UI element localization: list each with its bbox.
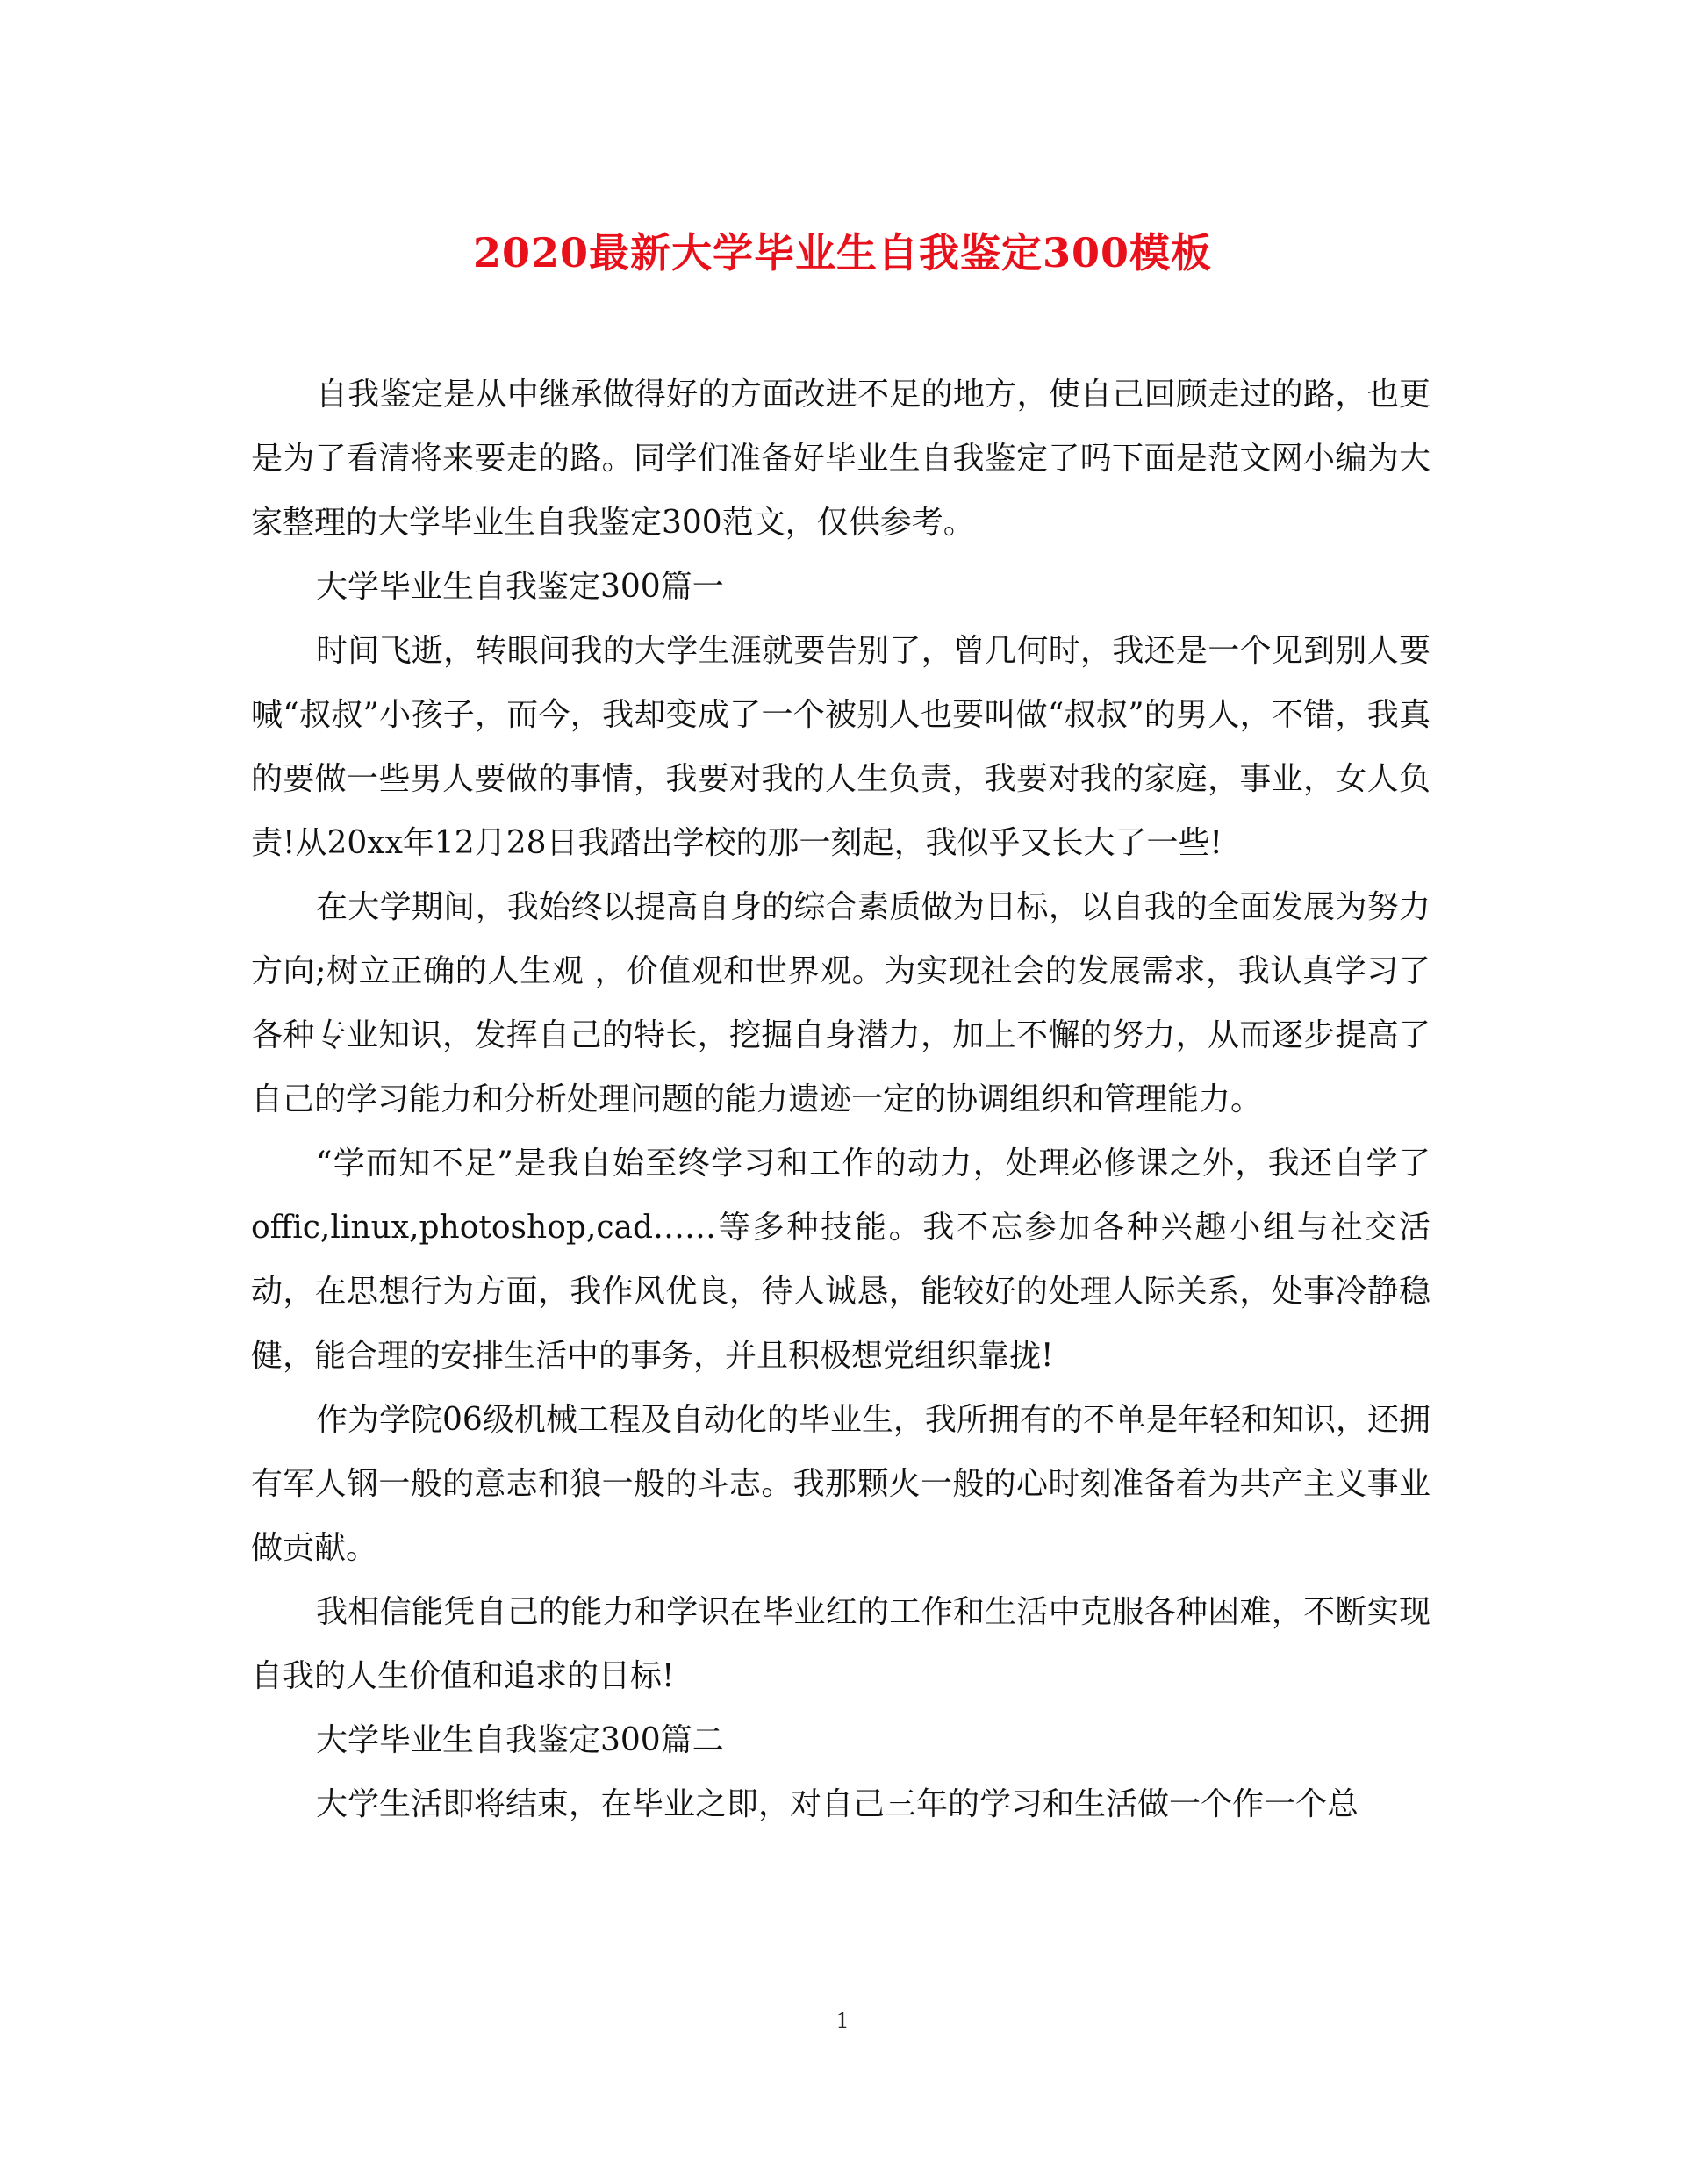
paragraph-graduate-spirit: 作为学院06级机械工程及自动化的毕业生，我所拥有的不单是年轻和知识，还拥有军人钢一般的意志和狼一般的斗志。我那颗火一般的心时刻准备着为共产主义事业做贡献。 [251, 1402, 1430, 1566]
paragraph-university-period: 在大学期间，我始终以提高自身的综合素质做为目标，以自我的全面发展为努力方向;树立正确的人生观 ，价值观和世界观。为实现社会的发展需求，我认真学习了各种专业知识，发挥自己的特长，挖掘自身潜力，加上不懈的努力，从而逐步提高了自己的学习能力和分析处理问题的能力遗迹一定的协调组织和管理能力。 [251, 889, 1430, 1117]
paragraph-time-flies: 时间飞逝，转眼间我的大学生涯就要告别了，曾几何时，我还是一个见到别人要喊“叔叔”小孩子，而今，我却变成了一个被别人也要叫做“叔叔”的男人，不错，我真的要做一些男人要做的事情，我要对我的人生负责，我要对我的家庭，事业，女人负责!从20xx年12月28日我踏出学校的那一刻起，我似乎又长大了一些! [251, 633, 1430, 861]
paragraph-college-ending: 大学生活即将结束，在毕业之即，对自己三年的学习和生活做一个作一个总 [316, 1786, 1359, 1822]
document-body [251, 363, 1430, 1836]
paragraph-confidence: 我相信能凭自己的能力和学识在毕业红的工作和生活中克服各种困难，不断实现自我的人生价值和追求的目标! [251, 1594, 1430, 1694]
page-number: 1 [835, 2008, 850, 2033]
section-heading-two: 大学毕业生自我鉴定300篇二 [316, 1722, 724, 1758]
section-heading-one: 大学毕业生自我鉴定300篇一 [316, 569, 724, 605]
paragraph-learning-motivation: “学而知不足”是我自始至终学习和工作的动力，处理必修课之外，我还自学了offic,linux,photoshop,cad……等多种技能。我不忘参加各种兴趣小组与社交活动，在思想行为方面，我作风优良，待人诚恳，能较好的处理人际关系，处事冷静稳健，能合理的安排生活中的事务，并且积极想党组织靠拢! [251, 1146, 1430, 1374]
document-title: 2020最新大学毕业生自我鉴定300模板 [472, 229, 1213, 277]
paragraph-intro: 自我鉴定是从中继承做得好的方面改进不足的地方，使自己回顾走过的路，也更是为了看清将来要走的路。同学们准备好毕业生自我鉴定了吗下面是范文网小编为大家整理的大学毕业生自我鉴定300范文，仅供参考。 [251, 377, 1430, 541]
